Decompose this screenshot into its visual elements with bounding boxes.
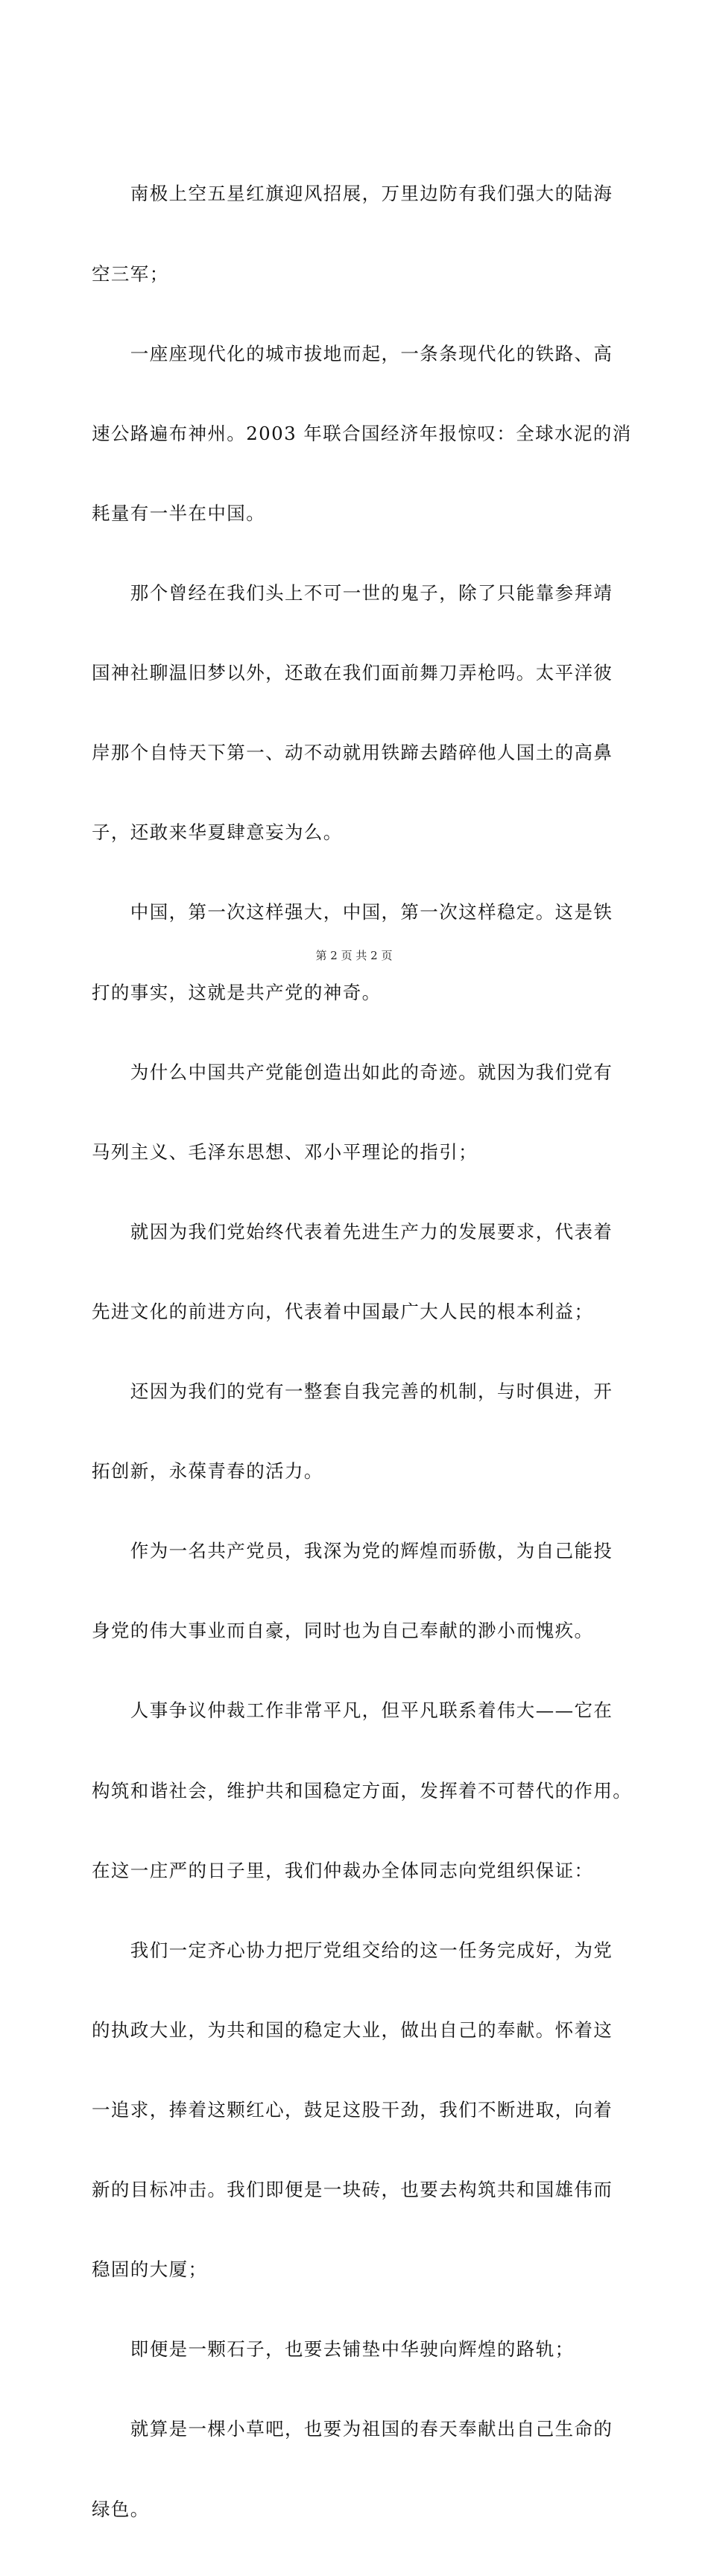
text-line: 中国，第一次这样强大，中国，第一次这样稳定。这是铁 [92, 901, 613, 924]
text-line: 新的目标冲击。我们即便是一块砖，也要去构筑共和国雄伟而 [92, 2179, 613, 2201]
body-lines [92, 127, 633, 2576]
text-line: 子，还敢来华夏肆意妄为么。 [92, 821, 343, 844]
text-line: 速公路遍布神州。2003 年联合国经济年报惊叹：全球水泥的消 [92, 422, 632, 444]
text-line: 即便是一颗石子，也要去铺垫中华驶向辉煌的路轨； [92, 2338, 575, 2361]
text-line: 就因为我们党始终代表着先进生产力的发展要求，代表着 [92, 1220, 613, 1243]
text-line: 稳固的大厦； [92, 2258, 208, 2281]
text-line: 一座座现代化的城市拔地而起，一条条现代化的铁路、高 [92, 342, 613, 364]
text-line: 那个曾经在我们头上不可一世的鬼子，除了只能靠参拜靖 [92, 581, 613, 604]
text-line: 一追求，捧着这颗红心，鼓足这股干劲，我们不断进取，向着 [92, 2099, 613, 2121]
text-line: 岸那个自恃天下第一、动不动就用铁蹄去踏碎他人国土的高鼻 [92, 742, 613, 764]
text-line: 还因为我们的党有一整套自我完善的机制，与时俱进，开 [92, 1380, 613, 1403]
page-number-footer: 第 2 页 共 2 页 [315, 949, 393, 962]
text-line: 空三军； [92, 262, 169, 285]
text-line: 先进文化的前进方向，代表着中国最广大人民的根本利益； [92, 1300, 594, 1322]
text-line: 身党的伟大事业而自豪，同时也为自己奉献的渺小而愧疚。 [92, 1620, 594, 1642]
text-line: 南极上空五星红旗迎风招展，万里边防有我们强大的陆海 [92, 183, 613, 205]
text-line: 人事争议仲裁工作非常平凡，但平凡联系着伟大——它在 [92, 1699, 613, 1722]
text-line: 拓创新，永葆青春的活力。 [92, 1460, 323, 1483]
text-line: 国神社聊温旧梦以外，还敢在我们面前舞刀弄枪吗。太平洋彼 [92, 662, 613, 684]
text-line: 构筑和谐社会，维护共和国稳定方面，发挥着不可替代的作用。 [92, 1779, 633, 1802]
text-line: 马列主义、毛泽东思想、邓小平理论的指引； [92, 1140, 478, 1163]
text-line: 耗量有一半在中国。 [92, 502, 266, 524]
text-line: 的执政大业，为共和国的稳定大业，做出自己的奉献。怀着这 [92, 2018, 613, 2041]
document-body [92, 127, 633, 2576]
text-line: 就算是一棵小草吧，也要为祖国的春天奉献出自己生命的 [92, 2418, 613, 2440]
text-line: 在这一庄严的日子里，我们仲裁办全体同志向党组织保证： [92, 1859, 594, 1881]
text-line: 打的事实，这就是共产党的神奇。 [92, 981, 382, 1003]
text-line: 作为一名共产党员，我深为党的辉煌而骄傲，为自己能投 [92, 1540, 613, 1562]
text-line: 绿色。 [92, 2498, 150, 2520]
text-line: 我们一定齐心协力把厅党组交给的这一任务完成好，为党 [92, 1939, 613, 1961]
text-line: 为什么中国共产党能创造出如此的奇迹。就因为我们党有 [92, 1061, 613, 1083]
